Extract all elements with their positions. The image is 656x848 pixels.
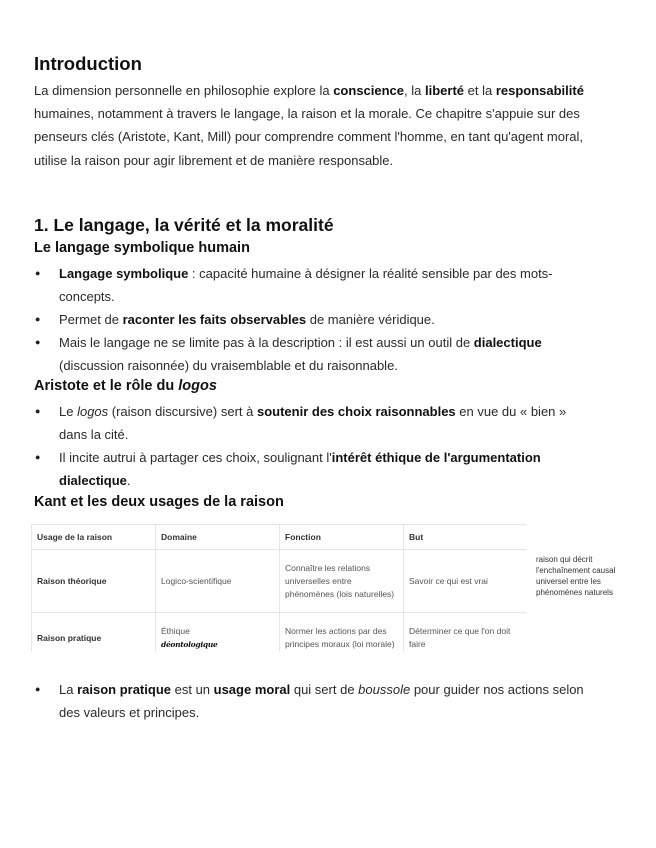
bold-text: liberté: [425, 83, 465, 98]
bullet-item: [34, 262, 594, 308]
margin-note: raison qui décrit l'enchaînement causal universel entre les phénomènes naturels: [536, 555, 616, 597]
text-run: est un: [171, 682, 214, 697]
text-run: Le: [59, 404, 78, 419]
subheading-aristote-logos: logos: [178, 378, 217, 394]
table-header-cell: Domaine: [156, 525, 280, 550]
table-cell-fonction: Connaître les relations universelles entre phénomènes (lois naturelles): [280, 550, 404, 613]
text-run: humaines, notamment à travers le langage, la raison et la morale. Ce chapitre s'appuie sur des penseurs clés (Aristote, Kant, Mill) pour comprendre comment l'homme, en tant qu'agent moral, utilise la raison pour agir librement et de manière responsable.: [34, 106, 584, 168]
subheading-aristote-prefix: Aristote et le rôle du: [34, 378, 179, 394]
subheading-langage-symbolique: Le langage symbolique humain: [34, 240, 250, 256]
intro-heading: Introduction: [34, 53, 142, 74]
bold-text: conscience: [333, 83, 405, 98]
bullet-item: [34, 331, 594, 377]
bold-text: usage moral: [213, 682, 291, 697]
intro-paragraph: [34, 79, 609, 172]
table-cell-usage: Raison pratique: [32, 613, 156, 652]
table-header-cell: Fonction: [280, 525, 404, 550]
text-run: pour guider nos actions selon des valeurs et principes.: [59, 682, 584, 720]
text-run: (discussion raisonnée) du vraisemblable et du raisonnable.: [59, 358, 398, 373]
bold-text: raconter les faits observables: [122, 312, 307, 327]
text-run: Permet de: [59, 312, 123, 327]
table-cell-but: Savoir ce qui est vrai: [404, 550, 527, 613]
table-header-cell: Usage de la raison: [32, 525, 156, 550]
bullet-list-langage: [34, 262, 594, 377]
text-run: de manière véridique.: [306, 312, 435, 327]
text-run: qui sert de: [290, 682, 359, 697]
table-cell-fonction: Normer les actions par des principes moraux (loi morale): [280, 613, 404, 652]
text-run: et la: [464, 83, 496, 98]
handwritten-annotation: déontologique: [161, 640, 218, 649]
text-run: La dimension personnelle en philosophie explore la: [34, 83, 334, 98]
text-run: en vue du « bien » dans la cité.: [59, 404, 567, 442]
text-run: La: [59, 682, 78, 697]
text-run: : capacité humaine à désigner la réalité sensible par des mots-concepts.: [59, 266, 553, 304]
kant-table: [31, 524, 526, 651]
bullet-list-raison-pratique: [34, 678, 594, 724]
italic-text: logos: [77, 404, 109, 419]
bold-text: Langage symbolique: [59, 266, 189, 281]
table-cell-but: Déterminer ce que l'on doit faire: [404, 613, 527, 652]
bullet-item: [34, 308, 594, 331]
text-run: (raison discursive) sert à: [108, 404, 257, 419]
bold-text: raison pratique: [77, 682, 171, 697]
table-cell-usage: Raison théorique: [32, 550, 156, 613]
table-header-cell: But: [404, 525, 527, 550]
subheading-kant: Kant et les deux usages de la raison: [34, 494, 284, 510]
table-cell-domaine: [156, 613, 280, 652]
bold-text: intérêt éthique de l'argumentation dialectique: [59, 450, 541, 488]
table-header-row: [32, 525, 527, 550]
table-cell-domaine: Logico-scientifique: [156, 550, 280, 613]
text-run: Mais le langage ne se limite pas à la description : il est aussi un outil de: [59, 335, 474, 350]
text-run: Il incite autrui à partager ces choix, soulignant l': [59, 450, 332, 465]
bullet-item: [34, 678, 594, 724]
bullet-list-aristote: [34, 400, 594, 492]
bold-text: soutenir des choix raisonnables: [256, 404, 456, 419]
text-run: , la: [404, 83, 425, 98]
bullet-item: [34, 400, 594, 446]
bold-text: responsabilité: [495, 83, 584, 98]
section-1-heading: 1. Le langage, la vérité et la moralité: [34, 215, 334, 235]
text-run: .: [126, 473, 131, 488]
domaine-text: Éthique: [161, 626, 190, 636]
subheading-aristote: [34, 378, 217, 394]
table-row: [32, 550, 527, 613]
table-row: [32, 613, 527, 652]
bold-text: dialectique: [473, 335, 542, 350]
bullet-item: [34, 446, 594, 492]
italic-text: boussole: [358, 682, 411, 697]
